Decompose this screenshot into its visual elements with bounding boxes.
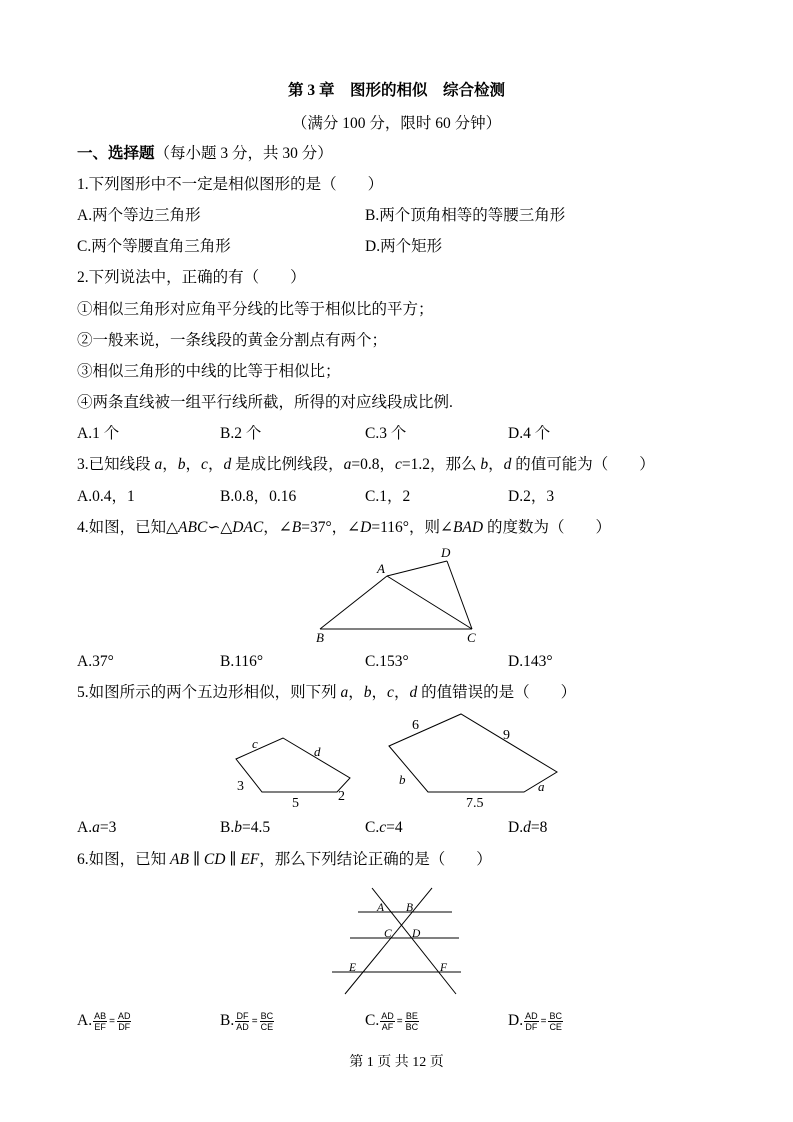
text-run: ， [348,684,364,701]
denominator: CE [549,1021,562,1032]
math-variable: b [177,456,186,473]
q1-option-d: D.两个矩形 [365,238,443,255]
large-pentagon-label-a: a [538,779,545,794]
text-run: ，那么下列结论正确的是（ ） [259,851,492,868]
small-pentagon-label-d: d [314,744,321,759]
q3-option-b: B.0.8，0.16 [220,488,297,505]
text-run: ∥ [225,851,241,868]
text-run: B. [220,819,235,836]
math-variable: c [379,819,387,836]
option-label: B. [220,1012,235,1029]
point-label-a: A [377,561,385,576]
large-pentagon-label-9: 9 [503,728,510,743]
text-run: =116°，则∠ [371,519,453,536]
option-label: A. [77,1012,93,1029]
q5-option-a [77,818,116,838]
segment-ba [320,576,387,629]
math-variable: b [480,456,489,473]
text-run: ， [371,684,388,701]
small-pentagon-label-c: c [252,736,258,751]
segment-dc [447,561,472,629]
numerator: AD [525,1010,538,1021]
q5-pentagons-figure [225,705,565,813]
q2-statement-3: ③相似三角形的中线的比等于相似比； [77,363,341,380]
text-run: =8 [530,819,548,836]
math-variable: c [201,456,208,473]
q4-option-d: D.143° [508,653,553,670]
denominator: EF [94,1021,106,1032]
point-label-a: A [377,902,385,914]
equals-sign: = [109,1015,115,1027]
q2-statement-4: ④两条直线被一组平行线所截，所得的对应线段成比例. [77,394,453,411]
point-label-f: F [440,962,448,974]
q2-option-d: D.4 个 [508,425,551,442]
segment-ac [387,576,472,629]
page-footer: 第 1 页 共 12 页 [349,1055,444,1070]
large-pentagon-label-6: 6 [412,718,419,733]
math-variable: d [503,456,512,473]
numerator: BC [260,1010,274,1021]
text-run: A. [77,819,93,836]
text-run: ， [207,456,224,473]
text-run: 的值可能为（ ） [511,456,655,473]
q5-option-d [508,818,547,838]
text-run: ， [393,684,410,701]
q2-statement-1: ①相似三角形对应角平分线的比等于相似比的平方； [77,301,434,318]
numerator: DF [236,1010,249,1021]
section-title: 一、选择题 [77,145,155,162]
math-variable: d [523,819,531,836]
question-4-stem [77,518,611,538]
q2-statement-2: ②一般来说，一条线段的黄金分割点有两个； [77,332,388,349]
text-run: =3 [99,819,117,836]
equals-sign: = [251,1015,258,1027]
text-run: ， [488,456,504,473]
math-variable: D [360,519,372,536]
question-6-stem [77,850,492,870]
text-run: 3.已知线段 [77,456,155,473]
large-pentagon-label-7-5: 7.5 [466,796,484,811]
text-run: ∥ [188,851,204,868]
q4-triangle-figure [305,540,490,650]
transversal-adf [372,888,456,994]
q4-option-c: C.153° [365,653,409,670]
q4-option-b: B.116° [220,653,264,670]
math-variable: DAC [232,519,264,536]
math-variable: d [223,456,232,473]
option-label: D. [508,1012,524,1029]
text-run: ∽△ [207,519,233,536]
q2-option-c: C.3 个 [365,425,407,442]
fraction-lhs [235,1011,250,1032]
denominator: AD [236,1021,249,1032]
question-1-stem: 1.下列图形中不一定是相似图形的是（ ） [77,176,384,193]
q4-option-a: A.37° [77,653,114,670]
equals-sign: = [540,1015,547,1027]
math-variable: CD [203,851,226,868]
denominator: CE [260,1021,274,1032]
text-run: ， [185,456,202,473]
small-pentagon-label-3: 3 [237,779,244,794]
q6-option-b [220,1006,275,1036]
text-run: =4 [386,819,403,836]
q1-option-b: B.两个顶角相等的等腰三角形 [365,207,566,224]
text-run: 的值错误的是（ ） [417,684,577,701]
text-run: 4.如图，已知△ [77,519,179,536]
fraction-rhs [405,1011,420,1032]
q3-option-d: D.2，3 [508,488,555,505]
fraction-lhs [93,1011,107,1032]
denominator: DF [118,1021,131,1032]
fraction-rhs [117,1011,132,1032]
fraction-rhs [548,1011,563,1032]
text-run: D. [508,819,524,836]
option-label: C. [365,1012,380,1029]
q2-option-a: A.1 个 [77,425,120,442]
math-variable: BAD [452,519,484,536]
fraction-lhs [524,1011,539,1032]
equals-sign: = [396,1015,403,1027]
math-variable: ABC [178,519,208,536]
text-run: =0.8， [351,456,395,473]
q5-option-b [220,818,270,838]
small-pentagon-label-2: 2 [338,789,345,804]
text-run: =37°，∠ [301,519,361,536]
fraction-rhs [260,1011,275,1032]
q1-option-c: C.两个等腰直角三角形 [77,238,231,255]
text-run: ， [162,456,178,473]
point-label-c: C [384,928,392,940]
math-variable: AB [170,851,189,868]
numerator: BE [405,1010,418,1021]
math-variable: d [409,684,418,701]
math-variable: b [363,684,372,701]
q6-parallel-lines-figure [325,882,470,1000]
text-run: 的度数为（ ） [483,519,611,536]
page-subtitle: （满分 100 分，限时 60 分钟） [291,115,502,132]
q6-option-c [365,1006,420,1036]
math-variable: a [92,819,100,836]
text-run: C. [365,819,380,836]
text-run: ，∠ [263,519,292,536]
q6-option-d [508,1006,564,1036]
fraction-lhs [380,1011,395,1032]
section-heading [77,144,333,164]
math-variable: a [340,684,349,701]
question-5-stem [77,683,576,703]
math-variable: EF [240,851,260,868]
numerator: AB [94,1010,107,1021]
numerator: BC [549,1010,562,1021]
text-run: 是成比例线段， [231,456,344,473]
segment-ad [387,561,447,576]
q5-option-c [365,818,403,838]
section-score-note: （每小题 3 分，共 30 分） [154,145,333,162]
point-label-d: D [412,928,421,940]
question-3-stem [77,455,655,475]
text-run: 5.如图所示的两个五边形相似，则下列 [77,684,341,701]
point-label-e: E [349,962,357,974]
numerator: AD [381,1010,394,1021]
q2-option-b: B.2 个 [220,425,262,442]
q1-option-a: A.两个等边三角形 [77,207,201,224]
text-run: =1.2，那么 [401,456,481,473]
point-label-b: B [406,902,414,914]
denominator: BC [405,1021,419,1032]
math-variable: a [154,456,163,473]
q3-option-a: A.0.4，1 [77,488,135,505]
denominator: AF [381,1021,394,1032]
denominator: DF [525,1021,538,1032]
point-label-c: C [467,630,476,645]
question-2-stem: 2.下列说法中，正确的有（ ） [77,269,306,286]
math-variable: b [234,819,242,836]
page-title: 第 3 章 图形的相似 综合检测 [287,82,505,99]
math-variable: a [343,456,352,473]
small-pentagon-label-5: 5 [292,796,299,811]
numerator: AD [117,1010,131,1021]
q3-option-c: C.1，2 [365,488,411,505]
transversal-bce [345,888,432,994]
point-label-d: D [441,545,451,560]
point-label-b: B [316,630,324,645]
q6-option-a [77,1006,132,1036]
math-variable: c [394,456,402,473]
math-variable: c [387,684,394,701]
math-variable: B [291,519,302,536]
text-run: 6.如图，已知 [77,851,171,868]
text-run: =4.5 [241,819,271,836]
large-pentagon-label-b: b [399,772,406,787]
